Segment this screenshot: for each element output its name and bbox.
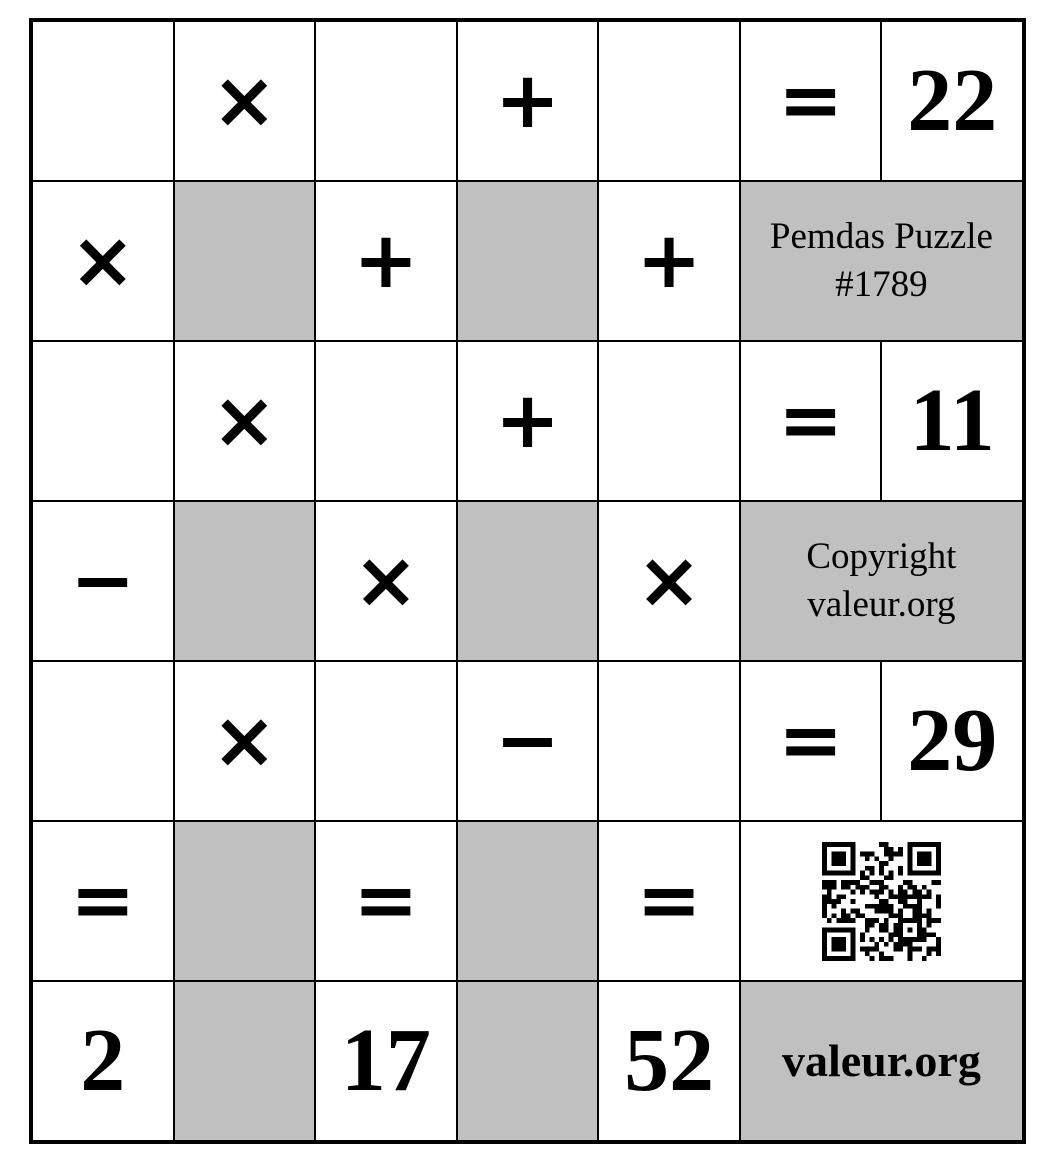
- answer-cell-r1c5: [598, 21, 740, 181]
- site-label: valeur.org: [740, 981, 1023, 1141]
- operator-cell-r3c4: +: [457, 341, 599, 501]
- equals-cell-r6c3: =: [315, 821, 457, 981]
- operator-cell-r1c2: ×: [174, 21, 316, 181]
- equals-cell-r6c5: =: [598, 821, 740, 981]
- operator-cell-r3c2: ×: [174, 341, 316, 501]
- puzzle-grid: [29, 18, 1026, 1144]
- operator-cell-r1c4: +: [457, 21, 599, 181]
- puzzle-title: [740, 181, 1023, 341]
- result-cell-r7c5: 52: [598, 981, 740, 1141]
- blocked-cell-r2c4: [457, 181, 599, 341]
- operator-cell-r5c4: −: [457, 661, 599, 821]
- answer-cell-r3c3: [315, 341, 457, 501]
- qr-code: [740, 821, 1023, 981]
- answer-cell-r3c1: [32, 341, 174, 501]
- operator-cell-r2c3: +: [315, 181, 457, 341]
- blocked-cell-r7c2: [174, 981, 316, 1141]
- operator-cell-r2c5: +: [598, 181, 740, 341]
- result-cell-r7c1: 2: [32, 981, 174, 1141]
- result-cell-r3c7: 11: [881, 341, 1023, 501]
- result-cell-r5c7: 29: [881, 661, 1023, 821]
- blocked-cell-r7c4: [457, 981, 599, 1141]
- operator-cell-r4c5: ×: [598, 501, 740, 661]
- qr-code-icon: [822, 842, 941, 961]
- result-cell-r7c3: 17: [315, 981, 457, 1141]
- operator-cell-r4c1: −: [32, 501, 174, 661]
- blocked-cell-r4c4: [457, 501, 599, 661]
- operator-cell-r4c3: ×: [315, 501, 457, 661]
- equals-cell-r3c6: =: [740, 341, 882, 501]
- answer-cell-r5c1: [32, 661, 174, 821]
- puzzle-title-line2: #1789: [835, 264, 928, 305]
- operator-cell-r2c1: ×: [32, 181, 174, 341]
- answer-cell-r3c5: [598, 341, 740, 501]
- blocked-cell-r6c2: [174, 821, 316, 981]
- answer-cell-r1c1: [32, 21, 174, 181]
- answer-cell-r5c3: [315, 661, 457, 821]
- puzzle-title-line1: Pemdas Puzzle: [769, 215, 993, 257]
- equals-cell-r5c6: =: [740, 661, 882, 821]
- blocked-cell-r6c4: [457, 821, 599, 981]
- equals-cell-r1c6: =: [740, 21, 882, 181]
- answer-cell-r5c5: [598, 661, 740, 821]
- copyright-line1: Copyright: [806, 535, 957, 577]
- copyright-line2: valeur.org: [807, 584, 956, 625]
- result-cell-r1c7: 22: [881, 21, 1023, 181]
- equals-cell-r6c1: =: [32, 821, 174, 981]
- blocked-cell-r4c2: [174, 501, 316, 661]
- copyright-notice: [740, 501, 1023, 661]
- blocked-cell-r2c2: [174, 181, 316, 341]
- operator-cell-r5c2: ×: [174, 661, 316, 821]
- answer-cell-r1c3: [315, 21, 457, 181]
